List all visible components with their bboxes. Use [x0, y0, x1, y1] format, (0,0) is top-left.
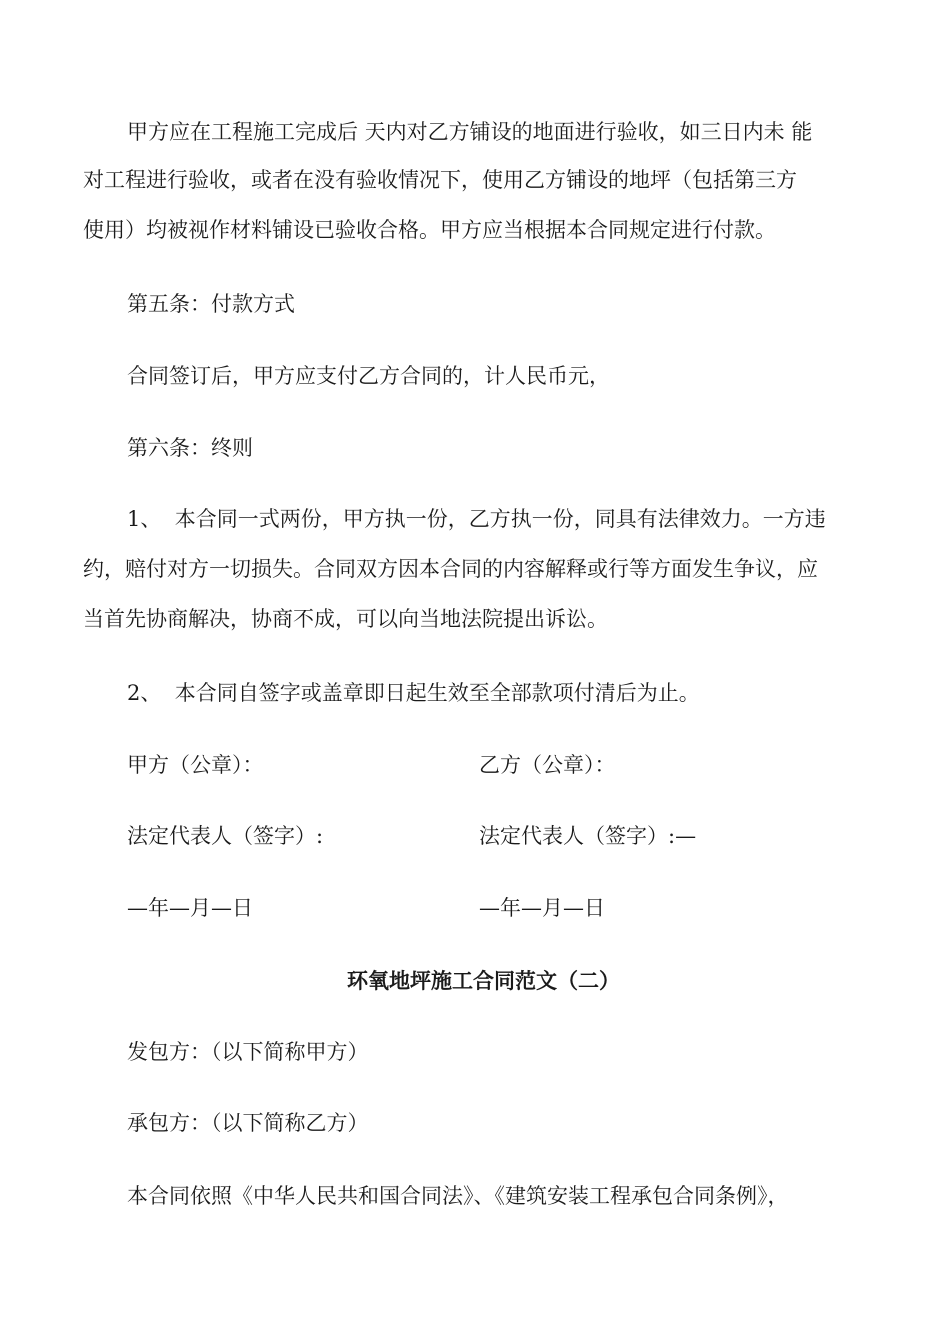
section-2-title: 环氧地坪施工合同范文（二） — [347, 968, 620, 993]
clause-1-line-2: 约，赔付对方一切损失。合同双方因本合同的内容解释或行等方面发生争议，应 — [83, 557, 818, 581]
acceptance-paragraph-line-1: 甲方应在工程施工完成后 天内对乙方铺设的地面进行验收，如三日内未 能 — [127, 120, 813, 144]
party-a-representative-label: 法定代表人（签字）: — [127, 824, 324, 848]
article-5-heading: 第五条：付款方式 — [127, 292, 295, 316]
subcontractor-line: 承包方：（以下简称乙方） — [127, 1111, 369, 1135]
acceptance-paragraph-line-3: 使用）均被视作材料铺设已验收合格。甲方应当根据本合同规定进行付款。 — [83, 218, 776, 242]
party-a-seal-label: 甲方（公章）： — [127, 753, 264, 777]
party-a-date: —年—月—日 — [127, 896, 253, 920]
party-b-representative-label: 法定代表人（签字）:— — [479, 824, 697, 848]
contractor-line: 发包方：（以下简称甲方） — [127, 1040, 369, 1064]
party-b-date: —年—月—日 — [479, 896, 605, 920]
party-b-seal-label: 乙方（公章）： — [479, 753, 616, 777]
clause-1-line-1: 1、 本合同一式两份，甲方执一份，乙方执一份，同具有法律效力。一方违 — [127, 507, 826, 531]
clause-1-line-3: 当首先协商解决，协商不成，可以向当地法院提出诉讼。 — [83, 607, 608, 631]
clause-2: 2、 本合同自签字或盖章即日起生效至全部款项付清后为止。 — [127, 681, 700, 705]
contract-basis-line: 本合同依照《中华人民共和国合同法》、《建筑安装工程承包合同条例》， — [127, 1184, 789, 1208]
article-6-heading: 第六条：终则 — [127, 436, 253, 460]
article-5-text: 合同签订后，甲方应支付乙方合同的，计人民币元， — [127, 364, 610, 388]
acceptance-paragraph-line-2: 对工程进行验收，或者在没有验收情况下，使用乙方铺设的地坪（包括第三方 — [83, 168, 797, 192]
